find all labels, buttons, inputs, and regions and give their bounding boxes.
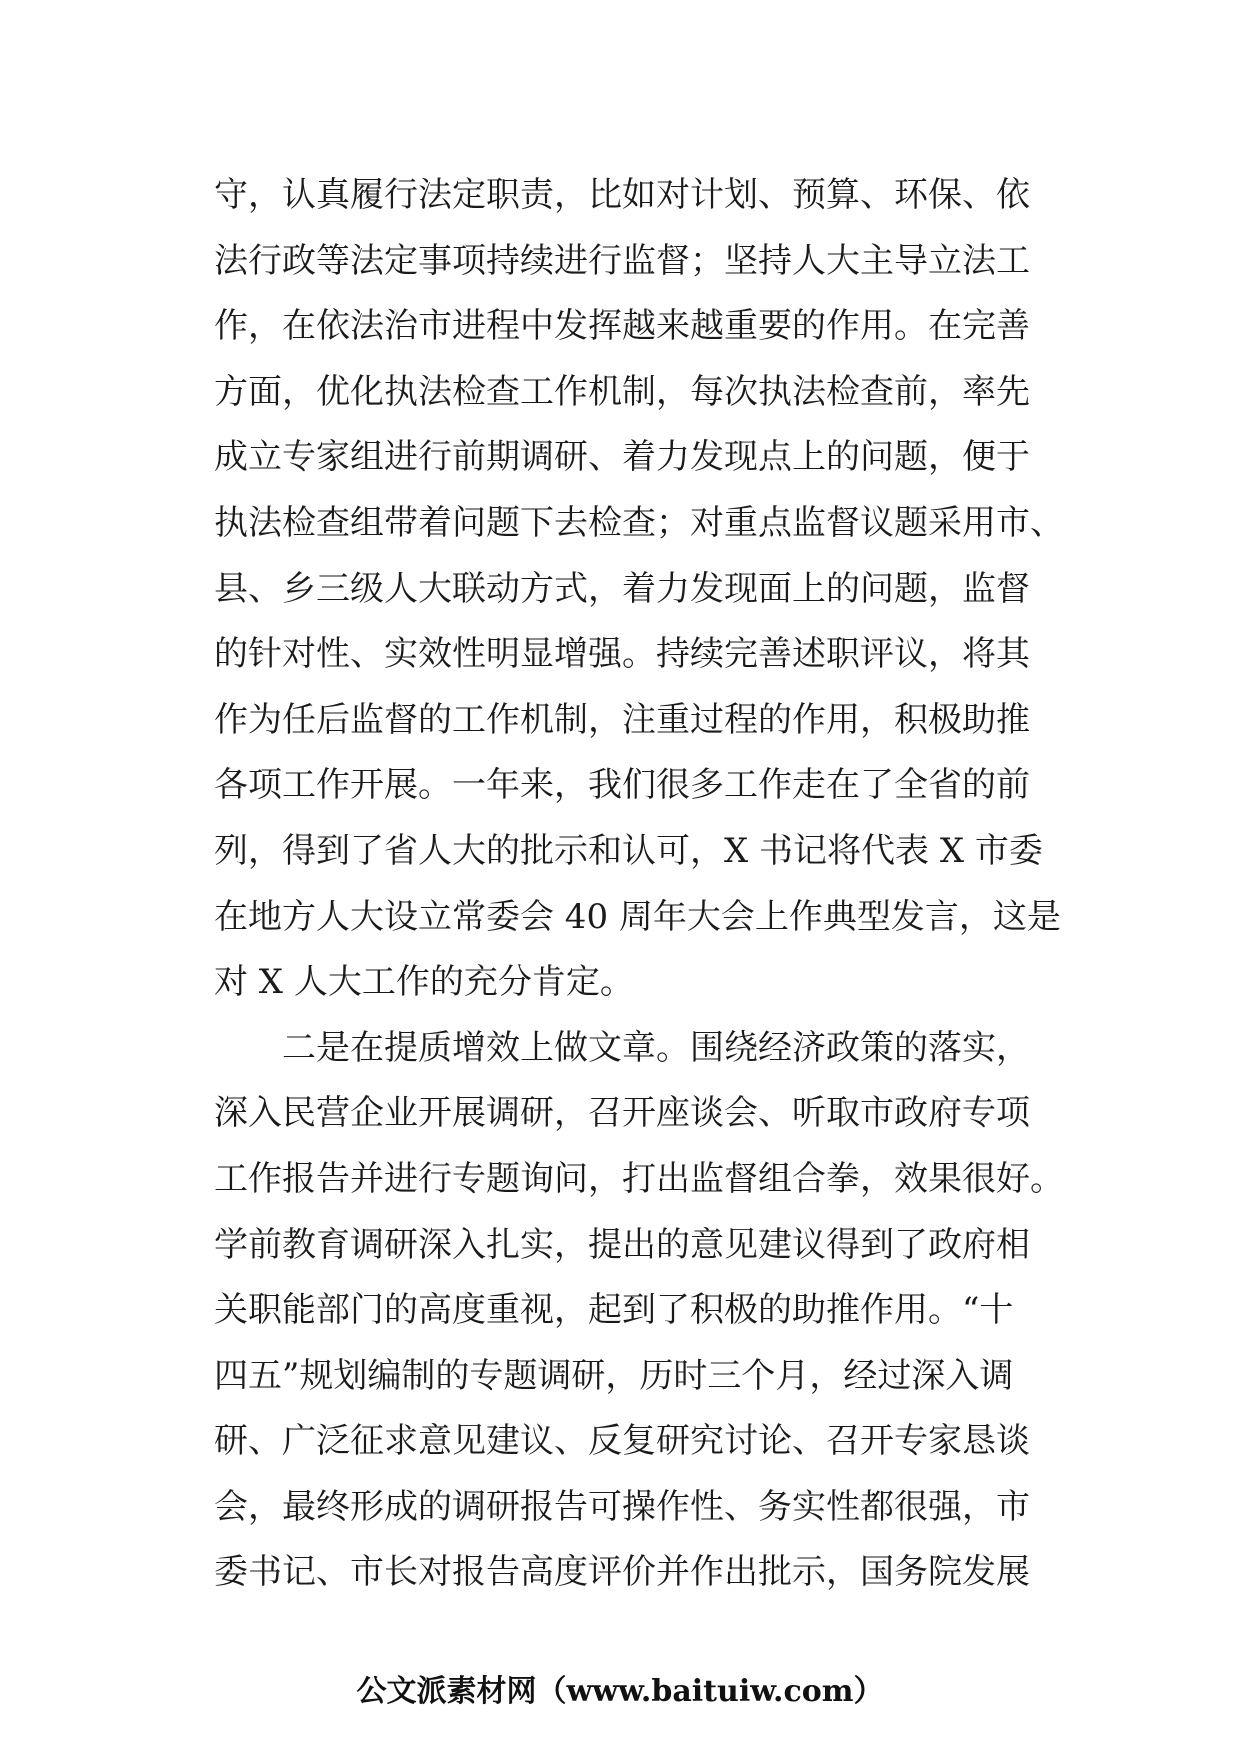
text-line: 委书记、市长对报告高度评价并作出批示，国务院发展 xyxy=(214,1552,1030,1593)
text-line: 在地方人大设立常委会 40 周年大会上作典型发言，这是 xyxy=(214,896,1061,937)
text-line: 会，最终形成的调研报告可操作性、务实性都很强，市 xyxy=(214,1486,1030,1527)
paragraph-2 xyxy=(214,1016,1074,1606)
text-line: 作，在依法治市进程中发挥越来越重要的作用。在完善 xyxy=(214,306,1030,347)
text-line: 成立专家组进行前期调研、着力发现点上的问题，便于 xyxy=(214,437,1030,478)
page-footer: 公文派素材网（www.baituiw.com） xyxy=(356,1674,884,1709)
text-line: 工作报告并进行专题询问，打出监督组合拳，效果很好。 xyxy=(214,1158,1064,1199)
text-line: 四五”规划编制的专题调研，历时三个月，经过深入调 xyxy=(214,1355,1014,1396)
text-line: 深入民营企业开展调研，召开座谈会、听取市政府专项 xyxy=(214,1093,1030,1134)
paragraph-1 xyxy=(214,163,1074,1016)
text-line: 关职能部门的高度重视，起到了积极的助推作用。“十 xyxy=(214,1290,1014,1331)
text-line: 二是在提质增效上做文章。围绕经济政策的落实， xyxy=(282,1027,1030,1068)
text-line: 法行政等法定事项持续进行监督；坚持人大主导立法工 xyxy=(214,240,1030,281)
text-line: 执法检查组带着问题下去检查；对重点监督议题采用市、 xyxy=(214,502,1064,543)
text-line: 研、广泛征求意见建议、反复研究讨论、召开专家恳谈 xyxy=(214,1421,1030,1462)
text-line: 县、乡三级人大联动方式，着力发现面上的问题，监督 xyxy=(214,568,1030,609)
text-line: 学前教育调研深入扎实，提出的意见建议得到了政府相 xyxy=(214,1224,1030,1265)
text-line: 对 X 人大工作的充分肯定。 xyxy=(214,962,634,1003)
body-text xyxy=(214,163,1074,1606)
text-line: 守，认真履行法定职责，比如对计划、预算、环保、依 xyxy=(214,175,1030,215)
text-line: 作为任后监督的工作机制，注重过程的作用，积极助推 xyxy=(214,699,1030,740)
text-line: 方面，优化执法检查工作机制，每次执法检查前，率先 xyxy=(214,371,1030,412)
text-line: 的针对性、实效性明显增强。持续完善述职评议，将其 xyxy=(214,634,1030,675)
text-line: 各项工作开展。一年来，我们很多工作走在了全省的前 xyxy=(214,765,1030,806)
text-line: 列，得到了省人大的批示和认可，X 书记将代表 X 市委 xyxy=(214,830,1043,871)
